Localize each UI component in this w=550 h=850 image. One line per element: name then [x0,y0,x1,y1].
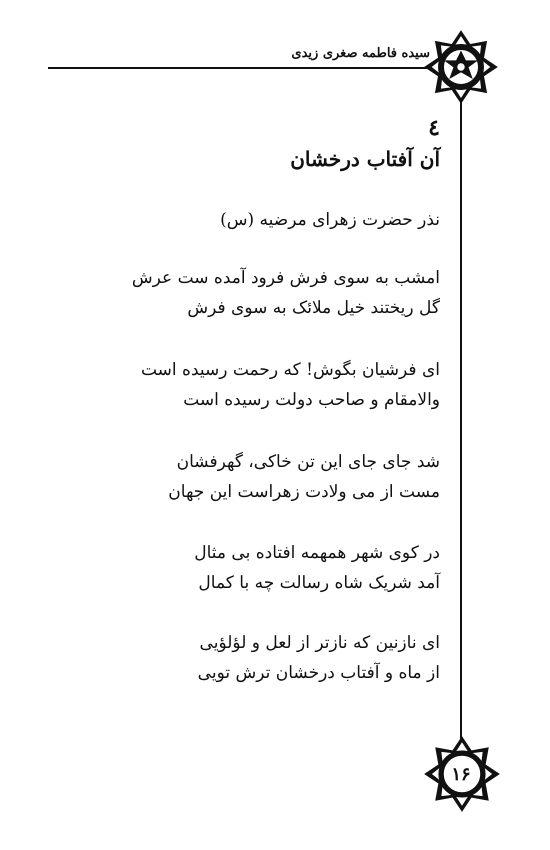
stanza [40,355,440,415]
vertical-margin-rule [460,100,462,740]
verse-line: شد جای جای این تن خاکی، گهرفشان [176,452,440,472]
stanza [40,263,440,323]
verse-line: در کوی شهر همهمه افتاده بی مثال [194,543,440,563]
verse-line: والامقام و صاحب دولت رسیده است [183,390,440,410]
header-rule [48,67,430,69]
verse-line: گل ریختند خیل ملائک به سوی فرش [187,298,440,318]
verse-line: مست از می ولادت زهراست این جهان [168,482,440,502]
header-rosette-ornament [424,30,498,104]
stanza [40,628,440,688]
verse-line: امشب به سوی فرش فرود آمده ست عرش [131,268,440,288]
page-number: ١۶ [451,764,471,785]
stanza [40,538,440,598]
poem-title: آن آفتاب درخشان [290,147,440,171]
verse-line: آمد شریک شاه رسالت چه با کمال [198,573,440,593]
verse-line: ای نازنین که نازتر از لعل و لؤلؤیی [199,633,440,653]
poem-dedication: نذر حضرت زهرای مرضیه (س) [220,210,440,230]
running-head-author: سیده فاطمه صغری زیدی [291,46,430,61]
verse-line: از ماه و آفتاب درخشان ترش تویی [197,663,440,683]
stanza [40,447,440,507]
verse-line: ای فرشیان بگوش! که رحمت رسیده است [140,360,440,380]
poem-number: ٤ [428,115,440,141]
